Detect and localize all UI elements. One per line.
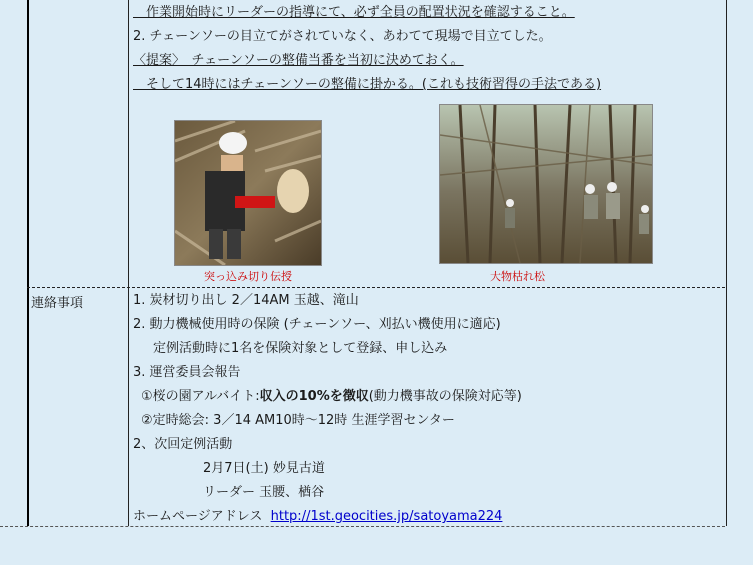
photo-caption-2: 大物枯れ松: [490, 270, 545, 283]
item-line-3: 定例活動時に1名を保険対象として登録、申し込み: [153, 341, 448, 356]
note-line-2: 2. チェーンソーの目立てがされていなく、あわてて現場で目立てした。: [133, 29, 552, 44]
item-line-4: 3. 運営委員会報告: [133, 365, 241, 380]
photo-dead-pine: [439, 104, 653, 264]
item-line-1: 1. 炭材切り出し 2／14AM 玉越、滝山: [133, 293, 359, 308]
row-divider: [27, 287, 725, 288]
item-line-5-bold: 収入の10%を徴収: [259, 389, 369, 404]
item-line-7: 2、次回定例活動: [133, 437, 233, 452]
proposal-line: 〈提案〉 チェーンソーの整備当番を当初に決めておく。: [133, 53, 464, 68]
column-divider: [128, 0, 129, 526]
bottom-border: [0, 526, 725, 527]
homepage-link[interactable]: http://1st.geocities.jp/satoyama224: [270, 509, 503, 524]
item-line-2: 2. 動力機械使用時の保険 (チェーンソー、刈払い機使用に適応): [133, 317, 501, 332]
note-line-1: 作業開始時にリーダーの指導にて、必ず全員の配置状況を確認すること。: [133, 5, 575, 20]
item-line-8: 2月7日(土) 妙見古道: [203, 461, 325, 476]
homepage-line: [133, 508, 502, 526]
item-line-5-pre: ①桜の園アルバイト:: [141, 389, 260, 404]
section-label: 連絡事項: [31, 296, 84, 311]
item-line-9: リーダー 玉腰、楢谷: [203, 485, 325, 500]
photo-caption-1: 突っ込み切り伝授: [204, 270, 292, 283]
photo-chainsaw-demo: [174, 120, 322, 266]
item-line-6: ②定時総会: 3／14 AM10時～12時 生涯学習センター: [141, 413, 455, 428]
note-line-4: そして14時にはチェーンソーの整備に掛かる。(これも技術習得の手法である): [133, 77, 602, 92]
homepage-label: ホームページアドレス: [133, 509, 263, 524]
item-line-5: [141, 388, 522, 406]
item-line-5-post: (動力機事故の保険対応等): [368, 389, 522, 404]
